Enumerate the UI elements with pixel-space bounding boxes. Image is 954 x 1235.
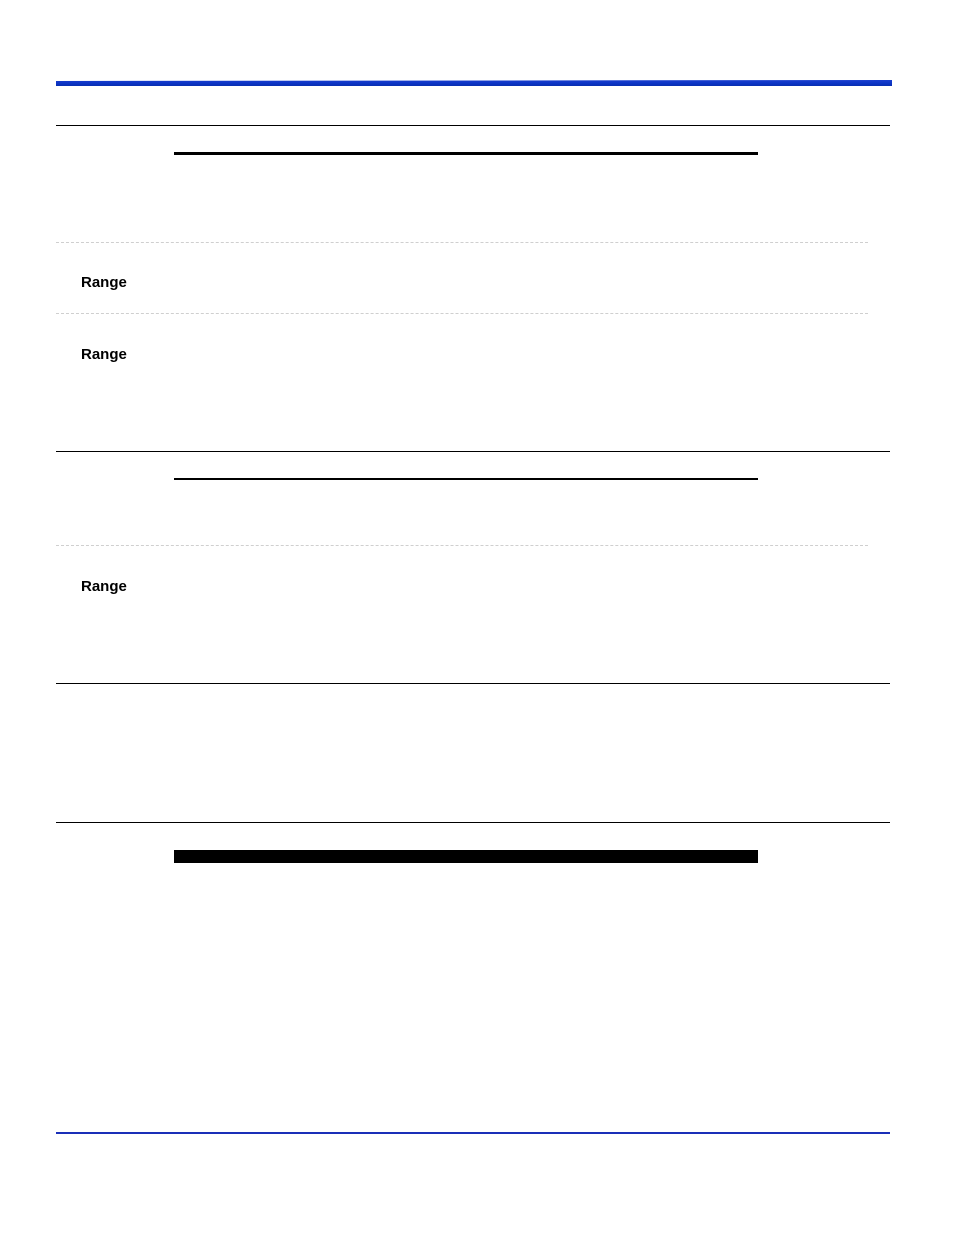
table-cell bbox=[175, 154, 633, 155]
table-2 bbox=[174, 478, 758, 480]
table-row bbox=[175, 862, 758, 863]
table-row bbox=[175, 479, 758, 480]
table-cell bbox=[633, 862, 758, 863]
dashed-divider bbox=[56, 242, 868, 243]
table-1 bbox=[174, 152, 758, 155]
table-cell bbox=[633, 154, 758, 155]
table-3 bbox=[174, 850, 758, 863]
header-bar bbox=[56, 80, 892, 86]
range-heading: Range bbox=[81, 578, 127, 595]
range-heading: Range bbox=[81, 346, 127, 363]
section-rule-3 bbox=[56, 683, 890, 684]
table-cell bbox=[175, 862, 633, 863]
table-cell bbox=[175, 479, 633, 480]
section-rule-1 bbox=[56, 125, 890, 126]
range-heading: Range bbox=[81, 274, 127, 291]
dashed-divider bbox=[56, 545, 868, 546]
table-row bbox=[175, 154, 758, 155]
dashed-divider bbox=[56, 313, 868, 314]
section-rule-2 bbox=[56, 451, 890, 452]
section-rule-4 bbox=[56, 822, 890, 823]
footer-rule bbox=[56, 1132, 890, 1134]
table-cell bbox=[633, 479, 758, 480]
